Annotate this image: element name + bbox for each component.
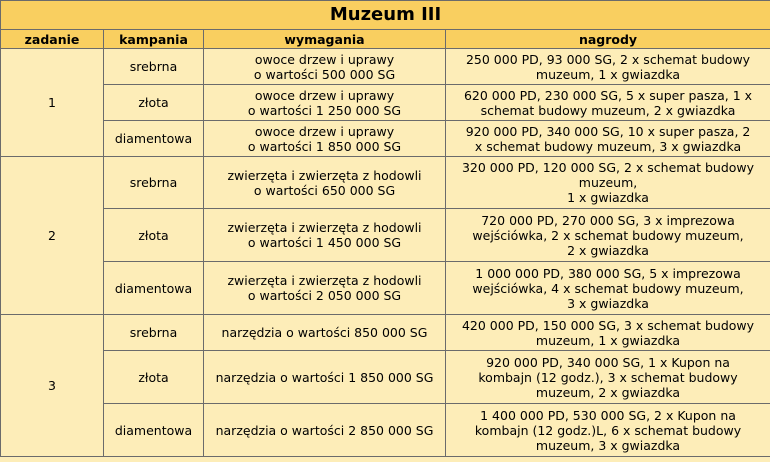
campaign-cell: złota xyxy=(104,351,204,404)
reward-line: 920 000 PD, 340 000 SG, 10 x super pasza, 2 xyxy=(465,123,751,139)
campaign-cell: złota xyxy=(104,209,204,262)
requirement-line: narzędzia o wartości 2 850 000 SG xyxy=(215,422,434,438)
header-task: zadanie xyxy=(1,30,104,49)
campaign-cell: złota xyxy=(104,85,204,121)
reward-cell xyxy=(446,121,770,157)
header-requirements: wymagania xyxy=(204,30,446,49)
requirement-line: o wartości 2 050 000 SG xyxy=(247,288,402,303)
reward-line: muzeum, 2 x gwiazdka xyxy=(535,384,681,400)
task-number: 2 xyxy=(1,157,104,315)
table-row xyxy=(1,49,770,85)
campaign-cell: diamentowa xyxy=(104,404,204,457)
requirement-line: o wartości 1 450 000 SG xyxy=(247,235,402,250)
reward-line: kombajn (12 godz.), 3 x schemat budowy xyxy=(478,369,738,385)
campaign-cell: srebrna xyxy=(104,49,204,85)
reward-line: 720 000 PD, 270 000 SG, 3 x imprezowa xyxy=(481,212,735,228)
requirement-line: zwierzęta i zwierzęta z hodowli xyxy=(227,167,422,183)
reward-line: muzeum, xyxy=(578,175,638,190)
reward-cell xyxy=(446,49,770,85)
requirement-line: zwierzęta i zwierzęta z hodowli xyxy=(227,220,422,235)
campaign-cell: diamentowa xyxy=(104,262,204,315)
reward-line: muzeum, 1 x gwiazdka xyxy=(535,66,681,82)
requirement-cell xyxy=(204,351,446,404)
header-rewards: nagrody xyxy=(446,30,770,49)
requirement-line: o wartości 1 250 000 SG xyxy=(247,102,402,118)
requirement-cell xyxy=(204,315,446,351)
requirement-line: o wartości 1 850 000 SG xyxy=(247,138,402,154)
requirement-line: narzędzia o wartości 850 000 SG xyxy=(221,325,428,340)
reward-cell xyxy=(446,85,770,121)
table-row xyxy=(1,157,770,209)
task-number: 3 xyxy=(1,315,104,457)
task-number: 1 xyxy=(1,49,104,157)
requirement-cell xyxy=(204,209,446,262)
reward-cell xyxy=(446,351,770,404)
table-body xyxy=(1,49,770,457)
reward-line: 1 x gwiazdka xyxy=(567,190,649,205)
requirement-line: zwierzęta i zwierzęta z hodowli xyxy=(227,273,422,288)
reward-line: 420 000 PD, 150 000 SG, 3 x schemat budowy xyxy=(461,317,755,333)
requirement-cell xyxy=(204,262,446,315)
requirement-line: narzędzia o wartości 1 850 000 SG xyxy=(215,369,434,385)
table-row xyxy=(1,315,770,351)
table-title: Muzeum III xyxy=(1,1,770,30)
requirement-cell xyxy=(204,121,446,157)
requirement-cell xyxy=(204,85,446,121)
campaign-cell: diamentowa xyxy=(104,121,204,157)
reward-cell xyxy=(446,157,770,209)
reward-line: 250 000 PD, 93 000 SG, 2 x schemat budowy xyxy=(465,51,751,67)
reward-line: 3 x gwiazdka xyxy=(567,295,649,311)
reward-line: wejściówka, 2 x schemat budowy muzeum, xyxy=(472,227,744,243)
table-row xyxy=(1,85,770,121)
reward-line: muzeum, 1 x gwiazdka xyxy=(535,332,681,348)
reward-cell xyxy=(446,209,770,262)
table-row xyxy=(1,351,770,404)
reward-line: 1 000 000 PD, 380 000 SG, 5 x imprezowa xyxy=(475,265,741,281)
reward-line: 320 000 PD, 120 000 SG, 2 x schemat budowy xyxy=(461,160,755,175)
reward-line: 620 000 PD, 230 000 SG, 5 x super pasza, 1 x xyxy=(463,87,753,103)
reward-line: 1 400 000 PD, 530 000 SG, 2 x Kupon na xyxy=(480,407,736,423)
reward-line: 2 x gwiazdka xyxy=(567,242,649,258)
requirement-line: owoce drzew i uprawy xyxy=(254,123,395,139)
requirement-line: owoce drzew i uprawy xyxy=(254,51,395,67)
reward-line: schemat budowy muzeum, 2 x gwiazdka xyxy=(480,102,736,118)
reward-line: x schemat budowy muzeum, 3 x gwiazdka xyxy=(474,138,742,154)
campaign-cell: srebrna xyxy=(104,315,204,351)
reward-line: wejściówka, 4 x schemat budowy muzeum, xyxy=(472,280,744,296)
table-row xyxy=(1,209,770,262)
campaign-cell: srebrna xyxy=(104,157,204,209)
table-row xyxy=(1,404,770,457)
table-row xyxy=(1,121,770,157)
requirement-cell xyxy=(204,157,446,209)
reward-cell xyxy=(446,262,770,315)
reward-line: muzeum, 3 x gwiazdka xyxy=(535,437,681,453)
requirement-line: o wartości 500 000 SG xyxy=(253,66,396,82)
header-campaign: kampania xyxy=(104,30,204,49)
requirement-line: owoce drzew i uprawy xyxy=(254,87,395,103)
reward-line: 920 000 PD, 340 000 SG, 1 x Kupon na xyxy=(486,354,730,370)
table-row xyxy=(1,262,770,315)
reward-cell xyxy=(446,404,770,457)
reward-line: kombajn (12 godz.)L, 6 x schemat budowy xyxy=(474,422,742,438)
requirement-line: o wartości 650 000 SG xyxy=(253,182,396,198)
requirement-cell xyxy=(204,49,446,85)
reward-cell xyxy=(446,315,770,351)
requirement-cell xyxy=(204,404,446,457)
